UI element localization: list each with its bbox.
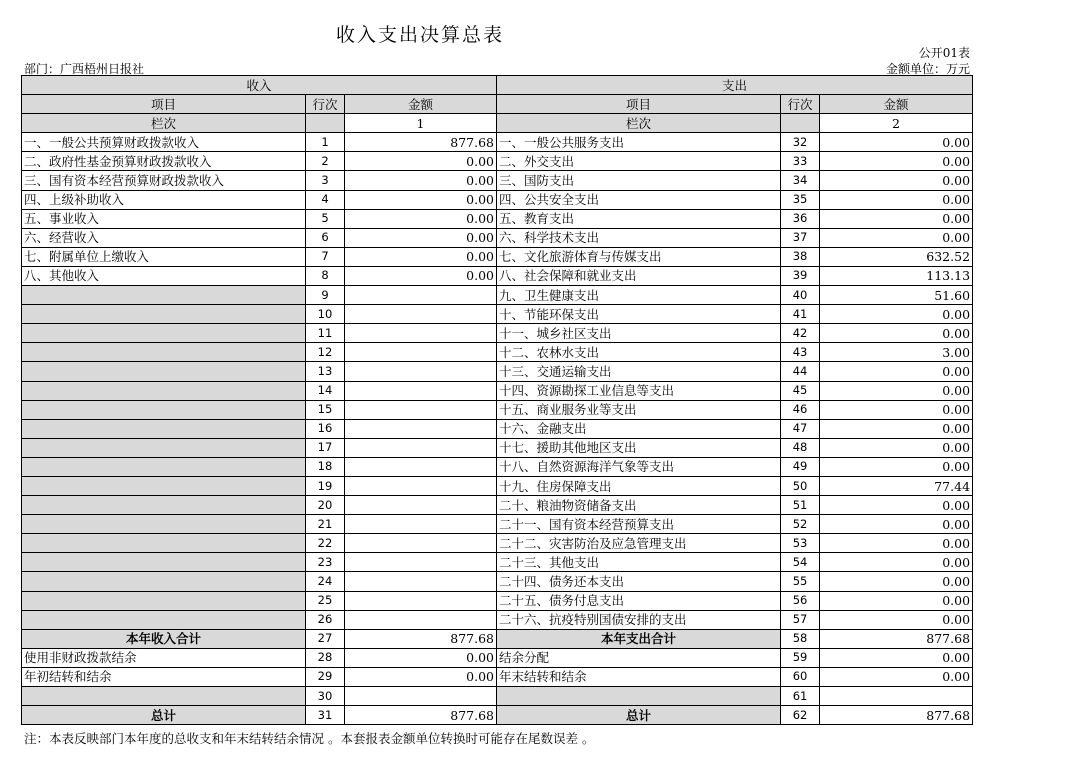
column-header-row bbox=[22, 95, 973, 114]
expense-item-name: 六、科学技术支出 bbox=[497, 228, 781, 247]
expense-amount: 0.00 bbox=[820, 305, 973, 324]
table-row bbox=[22, 343, 973, 362]
section-header-row bbox=[22, 76, 973, 95]
income-row-number: 12 bbox=[306, 343, 345, 362]
income-item-name bbox=[22, 400, 306, 419]
expense-item-name: 二十五、债务付息支出 bbox=[497, 591, 781, 610]
expense-amount: 51.60 bbox=[820, 286, 973, 305]
expense-column-index-label: 栏次 bbox=[497, 114, 781, 133]
income-item-name bbox=[22, 286, 306, 305]
income-row-number: 6 bbox=[306, 228, 345, 247]
expense-amount: 0.00 bbox=[820, 209, 973, 228]
amount-unit-label: 金额单位：万元 bbox=[885, 62, 970, 76]
income-item-name: 八、其他收入 bbox=[22, 266, 306, 285]
income-item-name bbox=[22, 324, 306, 343]
income-summary-amount: 877.68 bbox=[345, 629, 497, 648]
income-summary-amount: 0.00 bbox=[345, 667, 497, 686]
expense-row-number: 54 bbox=[781, 553, 820, 572]
income-item-name: 四、上级补助收入 bbox=[22, 190, 306, 209]
income-item-name bbox=[22, 610, 306, 629]
income-section-header: 收入 bbox=[22, 76, 497, 95]
income-summary-row-number: 28 bbox=[306, 648, 345, 667]
income-amount bbox=[345, 496, 497, 515]
income-summary-name bbox=[22, 687, 306, 706]
income-column-index: 1 bbox=[345, 114, 497, 133]
income-row-number: 24 bbox=[306, 572, 345, 591]
income-summary-amount: 877.68 bbox=[345, 706, 497, 725]
table-row bbox=[22, 476, 973, 495]
expense-amount: 0.00 bbox=[820, 534, 973, 553]
expense-row-number: 35 bbox=[781, 190, 820, 209]
summary-row bbox=[22, 629, 973, 648]
table-row bbox=[22, 534, 973, 553]
income-item-name bbox=[22, 591, 306, 610]
expense-item-name: 五、教育支出 bbox=[497, 209, 781, 228]
summary-row bbox=[22, 706, 973, 725]
expense-amount: 0.00 bbox=[820, 515, 973, 534]
income-summary-row-number: 31 bbox=[306, 706, 345, 725]
table-row bbox=[22, 247, 973, 266]
expense-item-name: 二、外交支出 bbox=[497, 152, 781, 171]
income-amount bbox=[345, 400, 497, 419]
expense-item-name: 三、国防支出 bbox=[497, 171, 781, 190]
table-row bbox=[22, 266, 973, 285]
expense-item-name: 二十六、抗疫特别国债安排的支出 bbox=[497, 610, 781, 629]
expense-amount: 0.00 bbox=[820, 381, 973, 400]
income-summary-name: 总计 bbox=[22, 706, 306, 725]
income-item-name bbox=[22, 534, 306, 553]
expense-item-name: 七、文化旅游体育与传媒支出 bbox=[497, 247, 781, 266]
expense-row-number: 55 bbox=[781, 572, 820, 591]
expense-amount: 0.00 bbox=[820, 591, 973, 610]
income-item-name bbox=[22, 305, 306, 324]
expense-item-name: 十六、金融支出 bbox=[497, 419, 781, 438]
expense-summary-name: 本年支出合计 bbox=[497, 629, 781, 648]
expense-item-name: 十、节能环保支出 bbox=[497, 305, 781, 324]
income-summary-amount bbox=[345, 687, 497, 706]
expense-summary-amount: 877.68 bbox=[820, 629, 973, 648]
income-row-number: 1 bbox=[306, 133, 345, 152]
expense-summary-name: 年末结转和结余 bbox=[497, 667, 781, 686]
table-row bbox=[22, 496, 973, 515]
expense-item-name: 二十三、其他支出 bbox=[497, 553, 781, 572]
expense-row-number: 45 bbox=[781, 381, 820, 400]
expense-row-number: 56 bbox=[781, 591, 820, 610]
income-item-name bbox=[22, 362, 306, 381]
expense-item-name: 二十四、债务还本支出 bbox=[497, 572, 781, 591]
expense-amount: 0.00 bbox=[820, 190, 973, 209]
expense-row-number: 43 bbox=[781, 343, 820, 362]
income-row-number: 8 bbox=[306, 266, 345, 285]
expense-item-name: 八、社会保障和就业支出 bbox=[497, 266, 781, 285]
income-item-name bbox=[22, 457, 306, 476]
income-item-name: 七、附属单位上缴收入 bbox=[22, 247, 306, 266]
expense-summary-name: 结余分配 bbox=[497, 648, 781, 667]
expense-amount: 0.00 bbox=[820, 553, 973, 572]
expense-summary-row-number: 58 bbox=[781, 629, 820, 648]
expense-item-name: 十五、商业服务业等支出 bbox=[497, 400, 781, 419]
expense-row-number: 40 bbox=[781, 286, 820, 305]
income-row-number: 11 bbox=[306, 324, 345, 343]
income-amount: 0.00 bbox=[345, 266, 497, 285]
income-item-name bbox=[22, 343, 306, 362]
income-amount bbox=[345, 381, 497, 400]
expense-item-name: 十九、住房保障支出 bbox=[497, 476, 781, 495]
expense-amount: 77.44 bbox=[820, 476, 973, 495]
income-row-number: 2 bbox=[306, 152, 345, 171]
expense-item-name: 二十一、国有资本经营预算支出 bbox=[497, 515, 781, 534]
report-title: 收入支出决算总表 bbox=[335, 24, 504, 46]
expense-row-number: 36 bbox=[781, 209, 820, 228]
income-row-number: 3 bbox=[306, 171, 345, 190]
expense-row-number: 46 bbox=[781, 400, 820, 419]
income-item-name bbox=[22, 553, 306, 572]
income-item-name bbox=[22, 438, 306, 457]
expense-row-number: 44 bbox=[781, 362, 820, 381]
table-row bbox=[22, 228, 973, 247]
income-item-name bbox=[22, 572, 306, 591]
expense-column-index: 2 bbox=[820, 114, 973, 133]
expense-summary-row-number: 59 bbox=[781, 648, 820, 667]
income-expense-table bbox=[21, 75, 973, 725]
expense-amount-header: 金额 bbox=[820, 95, 973, 114]
income-amount: 0.00 bbox=[345, 171, 497, 190]
expense-summary-row-number: 61 bbox=[781, 687, 820, 706]
expense-item-header: 项目 bbox=[497, 95, 781, 114]
income-summary-row-number: 27 bbox=[306, 629, 345, 648]
income-row-number: 10 bbox=[306, 305, 345, 324]
income-row-number: 15 bbox=[306, 400, 345, 419]
expense-row-number: 37 bbox=[781, 228, 820, 247]
expense-amount: 0.00 bbox=[820, 133, 973, 152]
expense-row-number: 53 bbox=[781, 534, 820, 553]
expense-amount: 0.00 bbox=[820, 152, 973, 171]
expense-item-name: 二十二、灾害防治及应急管理支出 bbox=[497, 534, 781, 553]
expense-amount: 632.52 bbox=[820, 247, 973, 266]
expense-amount: 0.00 bbox=[820, 496, 973, 515]
income-amount: 0.00 bbox=[345, 228, 497, 247]
expense-amount: 0.00 bbox=[820, 572, 973, 591]
footnote: 注：本表反映部门本年度的总收支和年末结转结余情况 。本套报表金额单位转换时可能存在尾数误差 。 bbox=[24, 731, 595, 746]
table-row bbox=[22, 419, 973, 438]
table-row bbox=[22, 324, 973, 343]
income-row-number: 19 bbox=[306, 476, 345, 495]
income-amount bbox=[345, 553, 497, 572]
expense-summary-amount: 0.00 bbox=[820, 667, 973, 686]
expense-row-number: 48 bbox=[781, 438, 820, 457]
income-amount: 877.68 bbox=[345, 133, 497, 152]
expense-item-name: 四、公共安全支出 bbox=[497, 190, 781, 209]
expense-amount: 113.13 bbox=[820, 266, 973, 285]
expense-item-name: 二十、粮油物资储备支出 bbox=[497, 496, 781, 515]
expense-row-number: 42 bbox=[781, 324, 820, 343]
income-summary-amount: 0.00 bbox=[345, 648, 497, 667]
income-amount bbox=[345, 343, 497, 362]
column-index-row bbox=[22, 114, 973, 133]
expense-amount: 0.00 bbox=[820, 171, 973, 190]
expense-item-name: 十二、农林水支出 bbox=[497, 343, 781, 362]
expense-amount: 0.00 bbox=[820, 419, 973, 438]
table-row bbox=[22, 152, 973, 171]
table-row bbox=[22, 400, 973, 419]
income-amount bbox=[345, 419, 497, 438]
income-row-number: 26 bbox=[306, 610, 345, 629]
income-amount: 0.00 bbox=[345, 247, 497, 266]
expense-amount: 0.00 bbox=[820, 457, 973, 476]
income-item-name: 五、事业收入 bbox=[22, 209, 306, 228]
table-row bbox=[22, 362, 973, 381]
income-row-number: 16 bbox=[306, 419, 345, 438]
income-amount bbox=[345, 534, 497, 553]
expense-row-number: 33 bbox=[781, 152, 820, 171]
income-column-index-label: 栏次 bbox=[22, 114, 306, 133]
expense-item-name: 十三、交通运输支出 bbox=[497, 362, 781, 381]
expense-summary-amount bbox=[820, 687, 973, 706]
expense-amount: 0.00 bbox=[820, 438, 973, 457]
income-summary-row-number: 30 bbox=[306, 687, 345, 706]
expense-row-number: 32 bbox=[781, 133, 820, 152]
income-amount bbox=[345, 515, 497, 534]
income-row-number: 14 bbox=[306, 381, 345, 400]
income-item-name: 三、国有资本经营预算财政拨款收入 bbox=[22, 171, 306, 190]
expense-section-header: 支出 bbox=[497, 76, 973, 95]
expense-row-number: 47 bbox=[781, 419, 820, 438]
expense-item-name: 一、一般公共服务支出 bbox=[497, 133, 781, 152]
table-row bbox=[22, 515, 973, 534]
expense-summary-name: 总计 bbox=[497, 706, 781, 725]
income-summary-name: 使用非财政拨款结余 bbox=[22, 648, 306, 667]
table-row bbox=[22, 591, 973, 610]
expense-item-name: 十八、自然资源海洋气象等支出 bbox=[497, 457, 781, 476]
expense-item-name: 十一、城乡社区支出 bbox=[497, 324, 781, 343]
expense-item-name: 九、卫生健康支出 bbox=[497, 286, 781, 305]
expense-item-name: 十七、援助其他地区支出 bbox=[497, 438, 781, 457]
income-amount: 0.00 bbox=[345, 152, 497, 171]
income-row-number: 20 bbox=[306, 496, 345, 515]
expense-column-index-blank bbox=[781, 114, 820, 133]
expense-row-number: 39 bbox=[781, 266, 820, 285]
expense-summary-row-number: 60 bbox=[781, 667, 820, 686]
expense-item-name: 十四、资源勘探工业信息等支出 bbox=[497, 381, 781, 400]
income-amount bbox=[345, 476, 497, 495]
summary-row bbox=[22, 687, 973, 706]
table-row bbox=[22, 381, 973, 400]
expense-row-number: 51 bbox=[781, 496, 820, 515]
income-row-number: 7 bbox=[306, 247, 345, 266]
summary-row bbox=[22, 667, 973, 686]
expense-row-number: 57 bbox=[781, 610, 820, 629]
table-row bbox=[22, 305, 973, 324]
income-row-number: 21 bbox=[306, 515, 345, 534]
income-row-number: 22 bbox=[306, 534, 345, 553]
table-row bbox=[22, 553, 973, 572]
income-item-name bbox=[22, 496, 306, 515]
income-row-number: 13 bbox=[306, 362, 345, 381]
table-row bbox=[22, 286, 973, 305]
expense-amount: 0.00 bbox=[820, 324, 973, 343]
income-row-number: 4 bbox=[306, 190, 345, 209]
income-item-header: 项目 bbox=[22, 95, 306, 114]
income-item-name: 二、政府性基金预算财政拨款收入 bbox=[22, 152, 306, 171]
income-amount bbox=[345, 457, 497, 476]
income-row-number: 9 bbox=[306, 286, 345, 305]
form-number: 公开01表 bbox=[918, 46, 970, 60]
income-row-number: 23 bbox=[306, 553, 345, 572]
income-item-name bbox=[22, 476, 306, 495]
income-row-number: 5 bbox=[306, 209, 345, 228]
income-amount bbox=[345, 324, 497, 343]
income-amount-header: 金额 bbox=[345, 95, 497, 114]
expense-row-number: 52 bbox=[781, 515, 820, 534]
income-item-name bbox=[22, 515, 306, 534]
expense-amount: 0.00 bbox=[820, 362, 973, 381]
expense-amount: 3.00 bbox=[820, 343, 973, 362]
income-amount bbox=[345, 572, 497, 591]
summary-row bbox=[22, 648, 973, 667]
table-row bbox=[22, 572, 973, 591]
table-row bbox=[22, 610, 973, 629]
expense-summary-row-number: 62 bbox=[781, 706, 820, 725]
income-summary-name: 本年收入合计 bbox=[22, 629, 306, 648]
expense-summary-amount: 0.00 bbox=[820, 648, 973, 667]
income-amount bbox=[345, 286, 497, 305]
expense-amount: 0.00 bbox=[820, 228, 973, 247]
income-amount: 0.00 bbox=[345, 190, 497, 209]
income-amount bbox=[345, 362, 497, 381]
income-row-no-header: 行次 bbox=[306, 95, 345, 114]
income-column-index-blank bbox=[306, 114, 345, 133]
expense-row-no-header: 行次 bbox=[781, 95, 820, 114]
income-row-number: 25 bbox=[306, 591, 345, 610]
income-amount: 0.00 bbox=[345, 209, 497, 228]
expense-summary-amount: 877.68 bbox=[820, 706, 973, 725]
table-row bbox=[22, 190, 973, 209]
income-amount bbox=[345, 610, 497, 629]
expense-amount: 0.00 bbox=[820, 400, 973, 419]
income-item-name: 六、经营收入 bbox=[22, 228, 306, 247]
income-summary-row-number: 29 bbox=[306, 667, 345, 686]
table-row bbox=[22, 171, 973, 190]
income-amount bbox=[345, 591, 497, 610]
income-amount bbox=[345, 305, 497, 324]
table-row bbox=[22, 209, 973, 228]
income-summary-name: 年初结转和结余 bbox=[22, 667, 306, 686]
income-row-number: 17 bbox=[306, 438, 345, 457]
income-amount bbox=[345, 438, 497, 457]
table-row bbox=[22, 438, 973, 457]
table-row bbox=[22, 133, 973, 152]
expense-amount: 0.00 bbox=[820, 610, 973, 629]
income-item-name bbox=[22, 419, 306, 438]
expense-row-number: 41 bbox=[781, 305, 820, 324]
table-row bbox=[22, 457, 973, 476]
income-row-number: 18 bbox=[306, 457, 345, 476]
expense-row-number: 50 bbox=[781, 476, 820, 495]
income-item-name bbox=[22, 381, 306, 400]
department-label: 部门：广西梧州日报社 bbox=[24, 62, 145, 76]
income-item-name: 一、一般公共预算财政拨款收入 bbox=[22, 133, 306, 152]
expense-row-number: 34 bbox=[781, 171, 820, 190]
expense-row-number: 38 bbox=[781, 247, 820, 266]
expense-row-number: 49 bbox=[781, 457, 820, 476]
expense-summary-name bbox=[497, 687, 781, 706]
